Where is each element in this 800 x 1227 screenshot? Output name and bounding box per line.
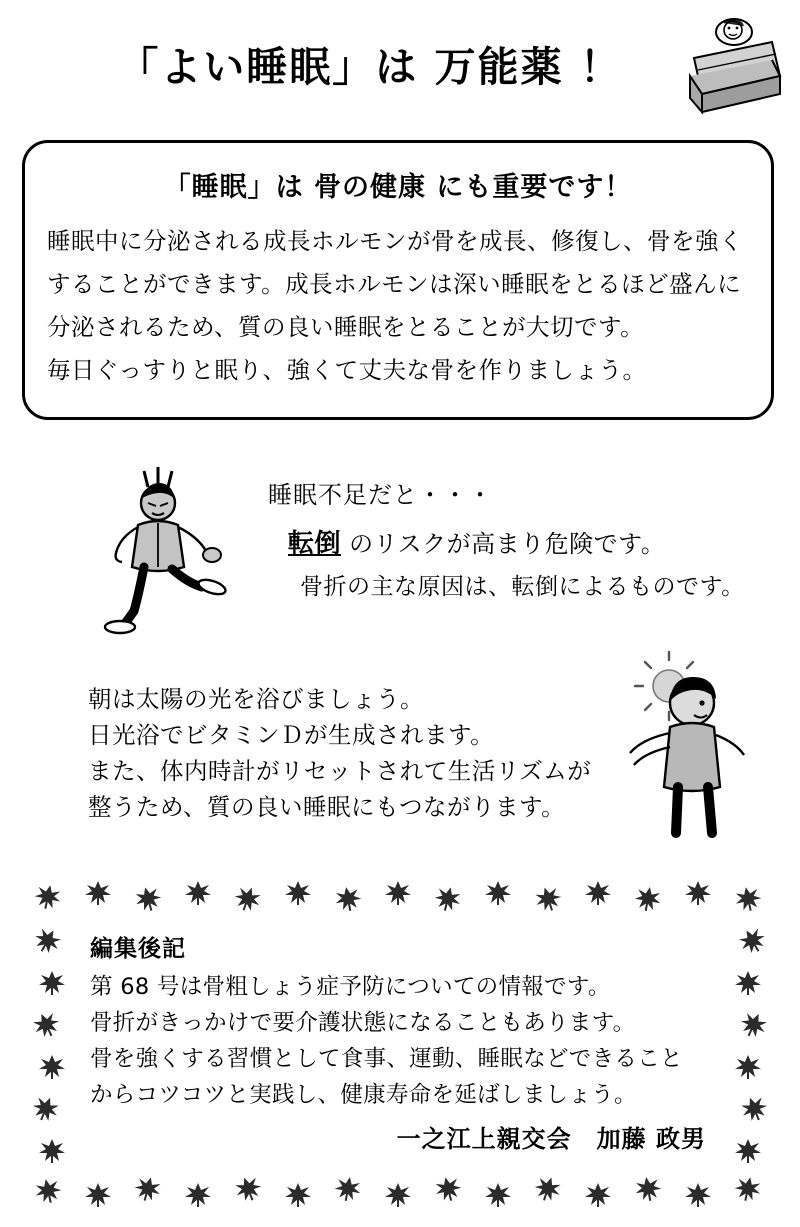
info-box-line-4: 毎日ぐっすりと眠り、強くて丈夫な骨を作りましょう。: [47, 356, 647, 384]
fall-keyword-rest: のリスクが高まり危険です。: [349, 530, 666, 558]
info-box-body: [47, 220, 749, 392]
info-box-line-2: することができます。成長ホルモンは深い睡眠をとるほど盛んに: [47, 270, 742, 298]
info-box-line-3: 分泌されるため、質の良い睡眠をとることが大切です。: [47, 313, 645, 341]
stumbling-person-illustration: [88, 465, 248, 640]
sunlight-line-2: 日光浴でビタミンＤが生成されます。: [88, 721, 495, 749]
document-header: [0, 14, 800, 118]
editors-note-body: [90, 969, 724, 1113]
info-box-line-1: 睡眠中に分泌される成長ホルモンが骨を成長、修復し、骨を強く: [47, 227, 743, 255]
fall-section-line-3: 骨折の主な原因は、転倒によるものです。: [300, 574, 745, 600]
fall-section-lead: 睡眠不足だと・・・: [268, 481, 493, 509]
sunlight-text: [88, 681, 591, 825]
sleep-bone-health-box: [22, 140, 774, 420]
sunlight-line-1: 朝は太陽の光を浴びましょう。: [88, 685, 424, 713]
editors-note-line-3: 骨を強くする習慣として食事、運動、睡眠などできること: [90, 1046, 683, 1072]
fall-section-keyword-line: [288, 523, 665, 560]
editors-note-line-4: からコツコツと実践し、健康寿命を延ばしましょう。: [90, 1082, 637, 1108]
fall-risk-section: [0, 455, 800, 645]
editors-note-box: [26, 878, 774, 1208]
editors-note-line-2: 骨折がきっかけで要介護状態になることもあります。: [90, 1010, 636, 1036]
sleeping-person-bed-illustration: [676, 14, 786, 118]
boy-in-sunlight-illustration: [620, 661, 760, 841]
editors-note-content: [90, 930, 724, 1154]
sunlight-line-3: また、体内時計がリセットされて生活リズムが: [88, 757, 592, 785]
sunlight-section: [0, 655, 800, 865]
editors-note-signature: 一之江上親交会 加藤 政男: [396, 1125, 706, 1153]
sunlight-line-4: 整うため、質の良い睡眠にもつながります。: [88, 793, 566, 821]
editors-note-line-1: 第 68 号は骨粗しょう症予防についての情報です。: [90, 974, 611, 1000]
editors-note-title: 編集後記: [90, 936, 186, 962]
page-title: 「よい睡眠」は 万能薬 ！: [117, 43, 623, 91]
fall-keyword: 転倒: [288, 529, 342, 559]
info-box-heading: 「睡眠」は 骨の健康 にも重要です！: [163, 172, 633, 203]
